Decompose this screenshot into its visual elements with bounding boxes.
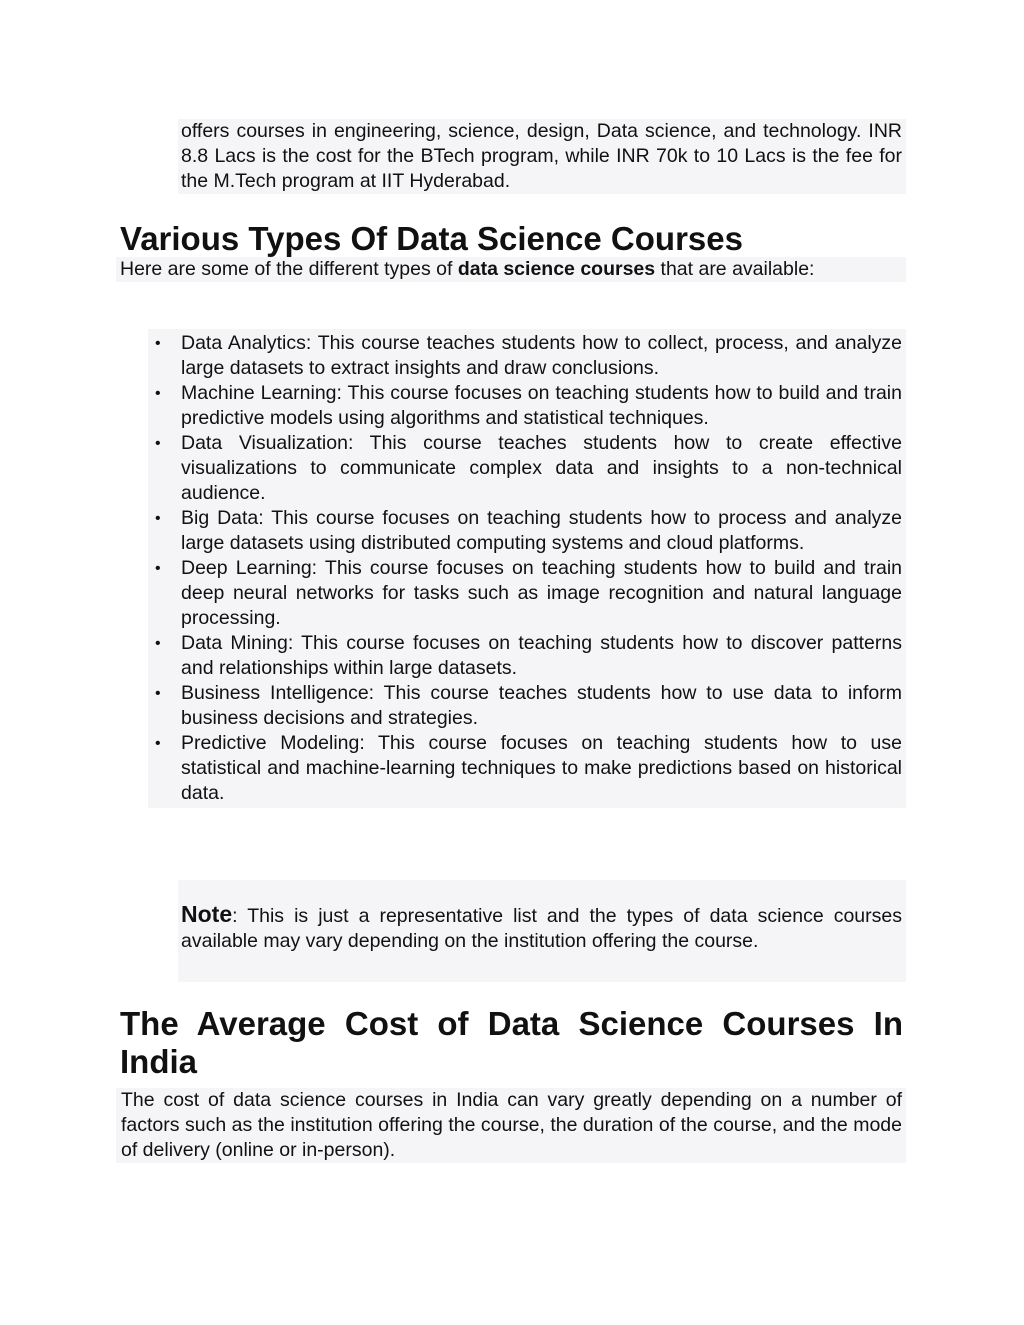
list-item-text: Data Visualization: This course teaches students how to create effective visualizations to communicate complex data and insights to a non-technical audience.	[181, 432, 902, 504]
heading-line-1: The Average Cost of Data Science Courses In	[120, 1005, 903, 1042]
bullet-icon: •	[155, 510, 161, 527]
section-heading-block	[120, 1005, 903, 1081]
heading-line-2: India	[120, 1043, 198, 1080]
list-item	[155, 431, 902, 506]
intro-text-after: that are available:	[655, 258, 815, 280]
section-heading-average-cost	[120, 1005, 903, 1081]
note-block	[178, 880, 906, 982]
list-item	[155, 331, 902, 381]
bullet-icon: •	[155, 385, 161, 402]
note-label: Note	[181, 901, 233, 927]
course-list	[148, 329, 906, 808]
list-item	[155, 556, 902, 631]
intro-paragraph: offers courses in engineering, science, design, Data science, and technology. INR 8.8 Lacs is the cost for the BTech program, while INR 70k to 10 Lacs is the fee for the M.Tech program at IIT Hyderabad.	[181, 120, 902, 192]
list-item-text: Predictive Modeling: This course focuses on teaching students how to use statistical and machine-learning techniques to make predictions based on historical data.	[181, 732, 902, 804]
course-types-intro	[120, 257, 906, 282]
intro-text-before: Here are some of the different types of	[120, 258, 458, 280]
list-item-text: Data Analytics: This course teaches students how to collect, process, and analyze large datasets to extract insights and draw conclusions.	[181, 332, 902, 379]
section-heading-course-types: Various Types Of Data Science Courses	[120, 220, 743, 257]
course-types-intro-block	[116, 257, 906, 282]
list-item-text: Machine Learning: This course focuses on teaching students how to build and train predictive models using algorithms and statistical techniques.	[181, 382, 902, 429]
list-item	[155, 381, 902, 431]
bullet-icon: •	[155, 435, 161, 452]
note-paragraph	[181, 902, 902, 954]
bullet-icon: •	[155, 685, 161, 702]
section-heading-block	[120, 220, 910, 258]
intro-bold-keyword: data science courses	[457, 258, 656, 280]
intro-paragraph-block	[178, 119, 906, 194]
list-item	[155, 506, 902, 556]
bullet-icon: •	[155, 560, 161, 577]
list-item-text: Data Mining: This course focuses on teaching students how to discover patterns and relationships within large datasets.	[181, 632, 902, 679]
list-item	[155, 731, 902, 806]
cost-paragraph: The cost of data science courses in India can vary greatly depending on a number of factors such as the institution offering the course, the duration of the course, and the mode of delivery (online or in-person).	[121, 1089, 902, 1161]
cost-paragraph-block	[116, 1088, 906, 1163]
note-text: : This is just a representative list and the types of data science courses available may vary depending on the institution offering the course.	[181, 905, 902, 952]
list-item	[155, 681, 902, 731]
list-item-text: Deep Learning: This course focuses on teaching students how to build and train deep neural networks for tasks such as image recognition and natural language processing.	[181, 557, 902, 629]
list-item-text: Business Intelligence: This course teaches students how to use data to inform business decisions and strategies.	[181, 682, 902, 729]
bullet-icon: •	[155, 735, 161, 752]
bullet-icon: •	[155, 335, 161, 352]
list-item-text: Big Data: This course focuses on teaching students how to process and analyze large datasets using distributed computing systems and cloud platforms.	[181, 507, 902, 554]
bullet-icon: •	[155, 635, 161, 652]
list-item	[155, 631, 902, 681]
